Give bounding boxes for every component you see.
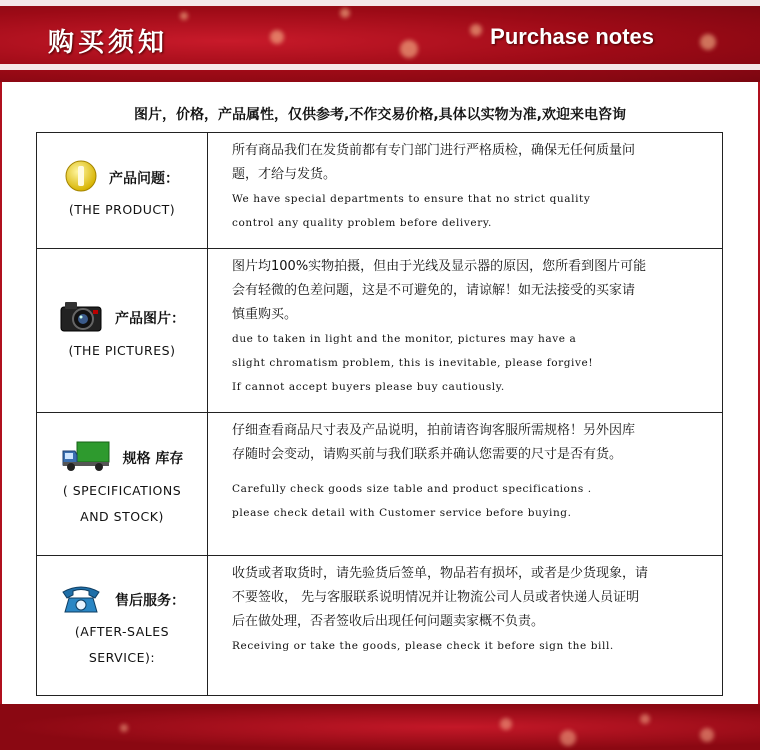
bokeh-dot	[700, 728, 714, 742]
notes-table	[36, 132, 723, 696]
banner-top-strip	[0, 0, 760, 6]
left-border-line	[0, 82, 2, 704]
desc-en-line: please check detail with Customer service before buying.	[232, 507, 572, 519]
section-label-cn: 规格 库存	[122, 451, 184, 467]
label-cell-specs	[37, 413, 208, 556]
warning-icon	[65, 160, 97, 196]
phone-icon	[59, 582, 103, 618]
label-cell-product	[37, 133, 208, 249]
desc-cn-line: 会有轻微的色差问题，这是不可避免的，请谅解！如无法接受的买家请	[232, 283, 636, 298]
label-cell-after-sales	[37, 556, 208, 696]
desc-cn-line: 存随时会变动，请购买前与我们联系并确认您需要的尺寸是否有货。	[232, 447, 623, 462]
desc-en-line: We have special departments to ensure that no strict quality	[232, 193, 591, 205]
section-label-en: (THE PICTURES)	[68, 342, 176, 358]
bokeh-dot	[700, 34, 716, 50]
desc-cn-line: 慎重购买。	[232, 307, 298, 322]
desc-cn-line: 题，才给与发货。	[232, 167, 337, 182]
page-title-en: Purchase notes	[490, 24, 654, 49]
bokeh-dot	[270, 30, 284, 44]
header-banner	[0, 0, 760, 82]
desc-cell-after-sales	[208, 556, 723, 696]
desc-cell-pictures	[208, 249, 723, 413]
section-label-en: (THE PRODUCT)	[68, 201, 176, 217]
desc-en-line: slight chromatism problem, this is inevitable, please forgive!	[232, 357, 594, 369]
bokeh-dot	[120, 724, 128, 732]
label-cell-pictures	[37, 249, 208, 413]
notice-text: 图片，价格，产品属性，仅供参考,不作交易价格,具体以实物为准,欢迎来电咨询	[134, 107, 626, 123]
section-label-cn: 售后服务：	[115, 592, 185, 609]
section-label-cn: 产品图片：	[115, 310, 185, 327]
section-label-en: ( SPECIFICATIONS	[62, 483, 182, 498]
table-row	[37, 133, 723, 249]
bokeh-dot	[470, 24, 482, 36]
desc-cn-line: 不要签收， 先与客服联系说明情况并让物流公司人员或者快递人员证明	[232, 590, 640, 605]
desc-cn-line: 仔细查看商品尺寸表及产品说明，拍前请咨询客服所需规格！另外因库	[232, 423, 636, 438]
table-row	[37, 556, 723, 696]
desc-cell-specs	[208, 413, 723, 556]
page-title-cn: 购买须知	[48, 28, 169, 58]
banner-bottom-strip	[0, 64, 760, 70]
bokeh-dot	[640, 714, 650, 724]
desc-cn-line: 收货或者取货时，请先验货后签单，物品若有损坏，或者是少货现象，请	[232, 566, 649, 581]
section-label-en: AND STOCK)	[80, 509, 164, 524]
desc-cn-line: 所有商品我们在发货前都有专门部门进行严格质检，确保无任何质量问	[232, 143, 636, 158]
desc-en-line: If cannot accept buyers please buy cautiously.	[232, 381, 505, 393]
truck-icon	[61, 439, 111, 477]
section-label-cn: 产品问题：	[109, 170, 179, 187]
desc-en-line: Carefully check goods size table and product specifications .	[232, 483, 592, 495]
bokeh-dot	[340, 8, 350, 18]
section-label-en: SERVICE):	[88, 649, 156, 665]
camera-icon	[59, 299, 103, 337]
desc-cn-line: 图片均100%实物拍摄，但由于光线及显示器的原因，您所看到图片可能	[232, 259, 647, 274]
desc-en-line: due to taken in light and the monitor, pictures may have a	[232, 333, 577, 345]
table-row	[37, 413, 723, 556]
table-row	[37, 249, 723, 413]
desc-en-line: control any quality problem before delivery.	[232, 217, 492, 229]
desc-cell-product	[208, 133, 723, 249]
desc-en-line: Receiving or take the goods, please check it before sign the bill.	[232, 640, 614, 652]
bokeh-dot	[180, 12, 188, 20]
desc-cn-line: 后在做处理，否者签收后出现任何问题卖家概不负责。	[232, 614, 545, 629]
bokeh-dot	[500, 718, 512, 730]
bokeh-dot	[560, 730, 576, 746]
section-label-en: (AFTER-SALES	[74, 623, 170, 639]
bokeh-dot	[400, 40, 418, 58]
footer-band	[0, 704, 760, 750]
